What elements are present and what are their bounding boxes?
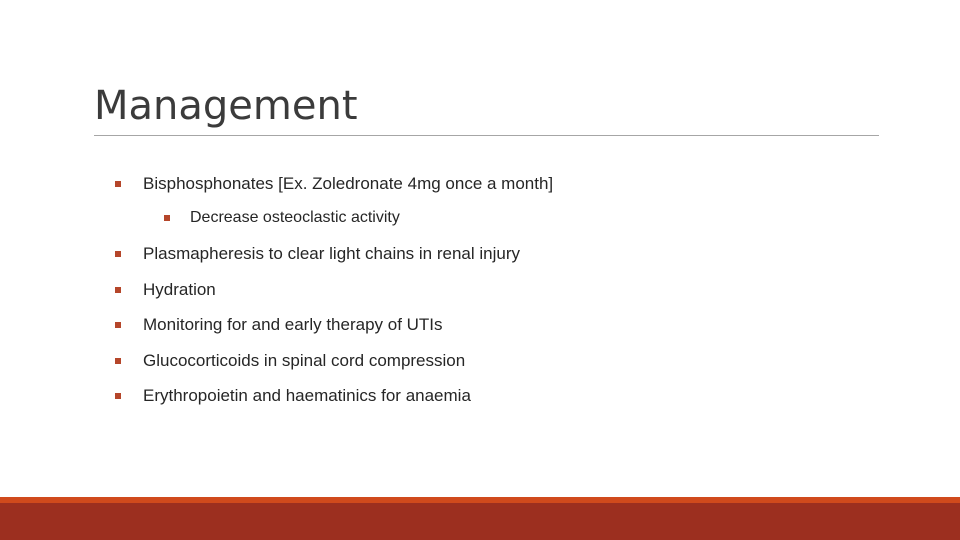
square-bullet-icon: [164, 215, 170, 221]
square-bullet-icon: [115, 322, 121, 328]
bullet-text: Hydration: [143, 280, 216, 299]
square-bullet-icon: [115, 358, 121, 364]
bullet-text: Erythropoietin and haematinics for anaemia: [143, 386, 471, 405]
bullet-item: [115, 349, 465, 373]
bullet-item: [115, 384, 471, 408]
bullet-item: [115, 242, 520, 266]
bullet-item: [115, 278, 216, 302]
square-bullet-icon: [115, 287, 121, 293]
sub-bullet-item: [164, 206, 400, 230]
sub-bullet-text: Decrease osteoclastic activity: [190, 209, 400, 226]
bullet-text: Glucocorticoids in spinal cord compression: [143, 351, 466, 370]
bullet-text: Monitoring for and early therapy of UTIs: [143, 315, 443, 334]
bullet-item: [115, 313, 443, 337]
bullet-text: Bisphosphonates [Ex. Zoledronate 4mg once a month]: [143, 174, 554, 193]
slide-title: Management: [94, 83, 358, 129]
bullet-item: [115, 172, 553, 196]
square-bullet-icon: [115, 393, 121, 399]
bullet-text: Plasmapheresis to clear light chains in renal injury: [143, 244, 521, 263]
footer-band: [0, 503, 960, 540]
square-bullet-icon: [115, 181, 121, 187]
square-bullet-icon: [115, 251, 121, 257]
